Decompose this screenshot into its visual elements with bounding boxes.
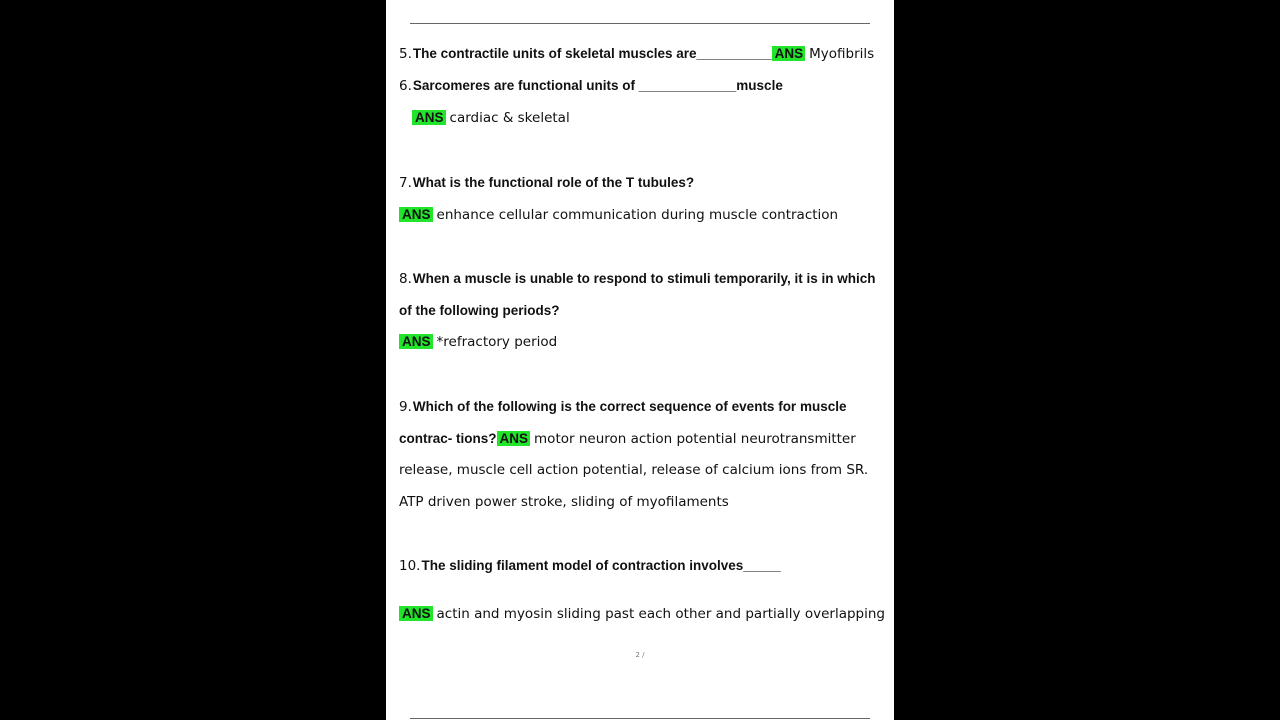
question-text: The sliding filament model of contraction involves_____ bbox=[421, 558, 781, 573]
answer-text: actin and myosin sliding past each other and partially overlapping bbox=[436, 606, 885, 622]
question-9-cont bbox=[399, 430, 856, 448]
question-text: What is the functional role of the T tubules? bbox=[412, 175, 695, 190]
question-number: 9. bbox=[399, 399, 412, 415]
answer-7 bbox=[399, 206, 838, 224]
question-8-cont bbox=[399, 302, 559, 320]
page-number: 2 / bbox=[635, 651, 645, 659]
ans-badge: ANS bbox=[399, 606, 433, 621]
answer-text: motor neuron action potential neurotransmitter bbox=[534, 431, 856, 447]
question-number: 6. bbox=[399, 78, 412, 94]
document-page bbox=[386, 0, 894, 720]
bottom-divider bbox=[410, 718, 870, 719]
question-number: 7. bbox=[399, 175, 412, 191]
ans-badge: ANS bbox=[399, 334, 433, 349]
question-text: of the following periods? bbox=[399, 303, 560, 318]
answer-10 bbox=[399, 605, 885, 623]
question-text: contrac- tions? bbox=[399, 431, 497, 446]
question-text: Sarcomeres are functional units of _____________muscle bbox=[412, 78, 783, 93]
answer-8 bbox=[399, 333, 557, 351]
answer-text: ATP driven power stroke, sliding of myofilaments bbox=[399, 494, 729, 510]
answer-6 bbox=[412, 109, 570, 127]
question-text: When a muscle is unable to respond to stimuli temporarily, it is in which bbox=[412, 271, 876, 286]
answer-text: *refractory period bbox=[436, 334, 558, 350]
question-8 bbox=[399, 270, 875, 288]
question-text: The contractile units of skeletal muscles are__________ bbox=[412, 46, 772, 61]
ans-badge: ANS bbox=[497, 431, 531, 446]
question-number: 8. bbox=[399, 271, 412, 287]
answer-text: cardiac & skeletal bbox=[449, 110, 570, 126]
question-5 bbox=[399, 45, 874, 63]
question-9 bbox=[399, 398, 846, 416]
question-7 bbox=[399, 174, 694, 192]
question-6 bbox=[399, 77, 783, 95]
question-text: Which of the following is the correct sequence of events for muscle bbox=[412, 399, 847, 414]
answer-text: release, muscle cell action potential, release of calcium ions from SR. bbox=[399, 462, 869, 478]
top-divider bbox=[410, 23, 870, 24]
ans-badge: ANS bbox=[412, 110, 446, 125]
ans-badge: ANS bbox=[399, 207, 433, 222]
ans-badge: ANS bbox=[772, 46, 806, 61]
answer-text: enhance cellular communication during muscle contraction bbox=[436, 207, 839, 223]
question-number: 10. bbox=[399, 558, 421, 574]
answer-9-line3 bbox=[399, 493, 729, 511]
answer-text: Myofibrils bbox=[809, 46, 875, 62]
answer-9-line2 bbox=[399, 461, 868, 479]
question-number: 5. bbox=[399, 46, 412, 62]
question-10 bbox=[399, 557, 781, 575]
